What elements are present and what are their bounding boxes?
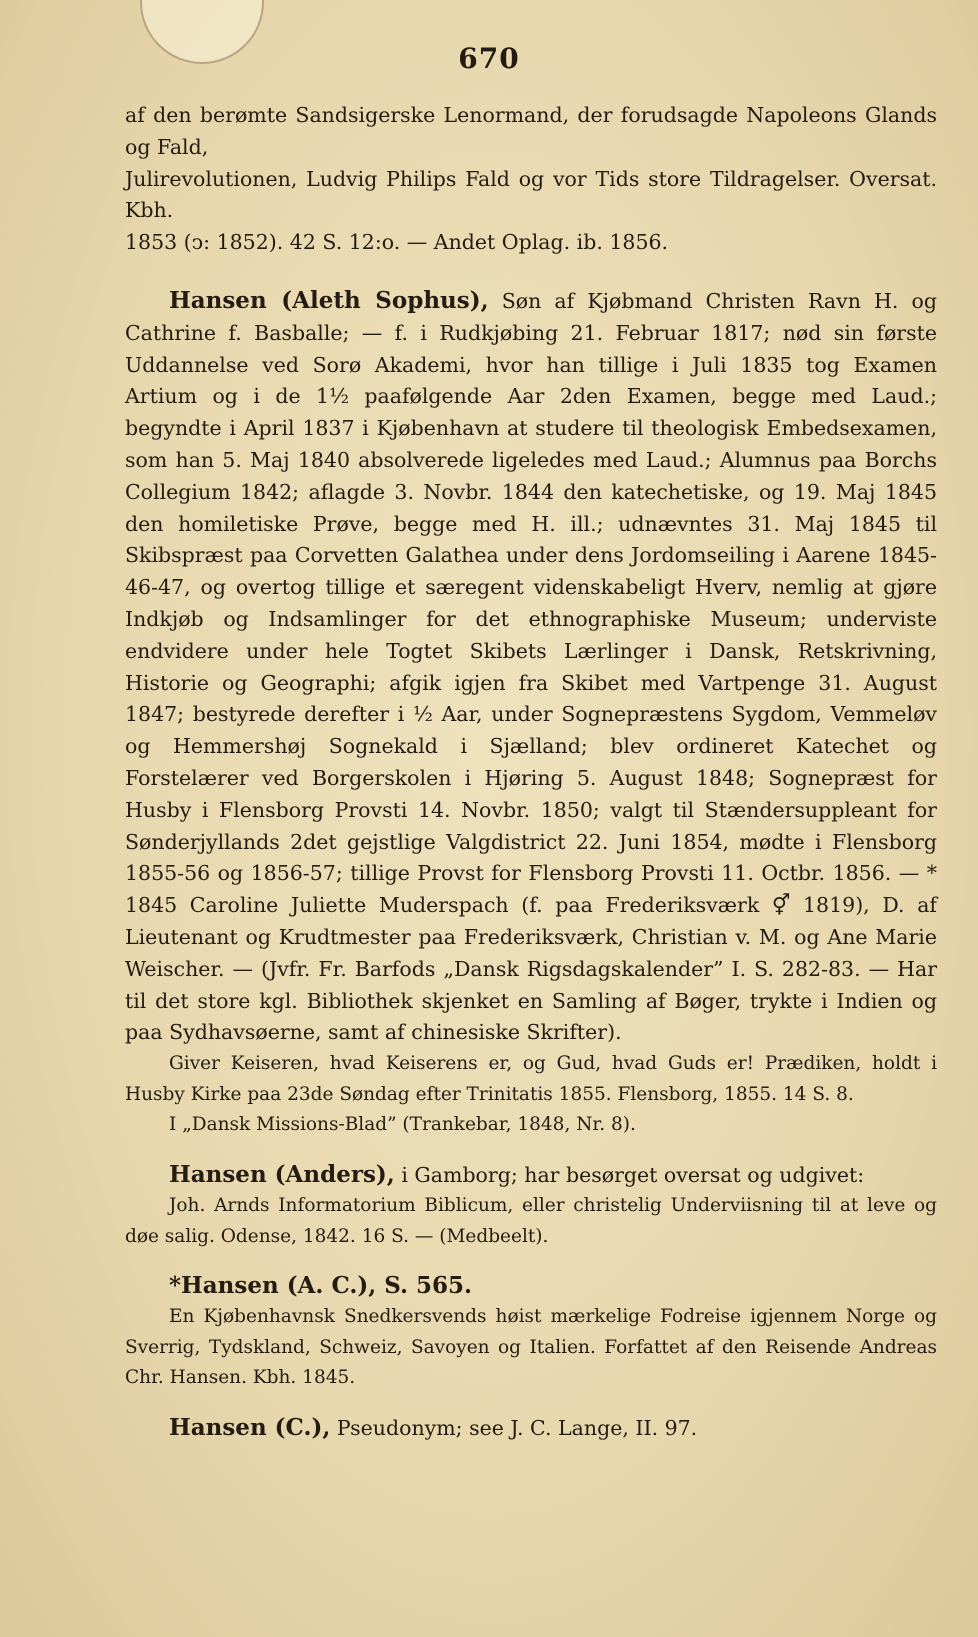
entry-text: i Gamborg; har besørget oversat og udgivet: [401, 1162, 865, 1187]
entry-heading: Hansen (Aleth Sophus), [169, 286, 489, 314]
entry-hansen-c [125, 1412, 937, 1445]
entry-work: En Kjøbenhavnsk Snedkersvends høist mærkelige Fodreise igjennem Norge og Sverrig, Tydskland, Schweiz, Savoyen og Italien. Forfattet af den Reisende Andreas Chr. Hansen. Kbh. 1845. [125, 1306, 937, 1389]
entry-work: I „Dansk Missions-Blad” (Trankebar, 1848, Nr. 8). [169, 1114, 636, 1136]
entry-hansen-anders [125, 1159, 937, 1253]
intro-paragraph [125, 100, 937, 259]
entry-body [125, 1412, 937, 1445]
intro-line-3: 1853 (ↄ: 1852). 42 S. 12:o. — Andet Oplag. ib. 1856. [125, 230, 669, 255]
entry-hansen-aleth-sophus [125, 285, 937, 1141]
entry-text: Pseudonym; see J. C. Lange, II. 97. [336, 1415, 698, 1440]
entry-work: Joh. Arnds Informatorium Biblicum, eller christelig Underviisning til at leve og døe salig. Odense, 1842. 16 S. — (Medbeelt). [125, 1195, 937, 1247]
entry-hansen-ac [125, 1270, 937, 1393]
entry-biography: Søn af Kjøbmand Christen Ravn H. og Cathrine f. Basballe; — f. i Rudkjøbing 21. Februar 1817; nød sin første Uddannelse ved Sorø Akademi, hvor han tillige i Juli 1835 tog Examen Artium og i de 1½ paafølgende Aar 2den Examen, begge med Laud.; begyndte i April 1837 i Kjøbenhavn at studere til theologisk Embedsexamen, som han 5. Maj 1840 absolverede ligeledes med Laud.; Alumnus paa Borchs Collegium 1842; aflagde 3. Novbr. 1844 den katechetiske, og 19. Maj 1845 den homiletiske Prøve, begge med H. ill.; udnævntes 31. Maj 1845 til Skibspræst paa Corvetten Galathea under dens Jordomseiling i Aarene 1845-46-47, og overtog tillige et særegent videnskabeligt Hverv, nemlig at gjøre Indkjøb og Indsamlinger for det ethnographiske Museum; underviste endvidere under hele Togtet Skibets Lærlinger i Dansk, Retskrivning, Historie og Geographi; afgik igjen fra Skibet med Vartpenge 31. August 1847; bestyrede derefter i ½ Aar, under Sognepræstens Sygdom, Vemmeløv og Hemmershøj Sognekald i Sjælland; blev ordineret Katechet og Forstelærer ved Borgerskolen i Hjøring 5. August 1848; Sognepræst for Husby i Flensborg Provsti 14. Novbr. 1850; valgt til Stændersuppleant for Sønderjyllands 2det gejstlige Valgdistrict 22. Juni 1854, mødte i Flensborg 1855-56 og 1856-57; tillige Provst for Flensborg Provsti 11. Octbr. 1856. — * 1845 Caroline Juliette Muderspach (f. paa Frederiksværk ⚥ 1819), D. af Lieutenant og Krudtmester paa Frederiksværk, Christian v. M. og Ane Marie Weischer. — (Jvfr. Fr. Barfods „Dansk Rigsdagskalender” I. S. 282-83. — Har til det store kgl. Bibliothek skjenket en Samling af Bøger, trykte i Indien og paa Sydhavsøerne, samt af chinesiske Skrifter). [125, 288, 937, 1045]
entry-heading: Hansen (Anders), [169, 1160, 395, 1188]
intro-line-1: af den berømte Sandsigerske Lenormand, der forudsagde Napoleons Glands og Fald, [125, 103, 937, 159]
entry-heading: *Hansen (A. C.), S. 565. [169, 1272, 473, 1300]
intro-line-2: Julirevolutionen, Ludvig Philips Fald og vor Tids store Tildragelser. Oversat. Kbh. [125, 166, 937, 223]
entry-body [125, 1159, 937, 1192]
page-text [125, 100, 937, 1445]
page-number: 670 [458, 42, 520, 75]
entry-work: Giver Keiseren, hvad Keiserens er, og Gud, hvad Guds er! Prædiken, holdt i Husby Kirke paa 23de Søndag efter Trinitatis 1855. Flensborg, 1855. 14 S. 8. [125, 1053, 937, 1105]
entry-heading: Hansen (C.), [169, 1413, 331, 1441]
entry-body [125, 285, 937, 1049]
